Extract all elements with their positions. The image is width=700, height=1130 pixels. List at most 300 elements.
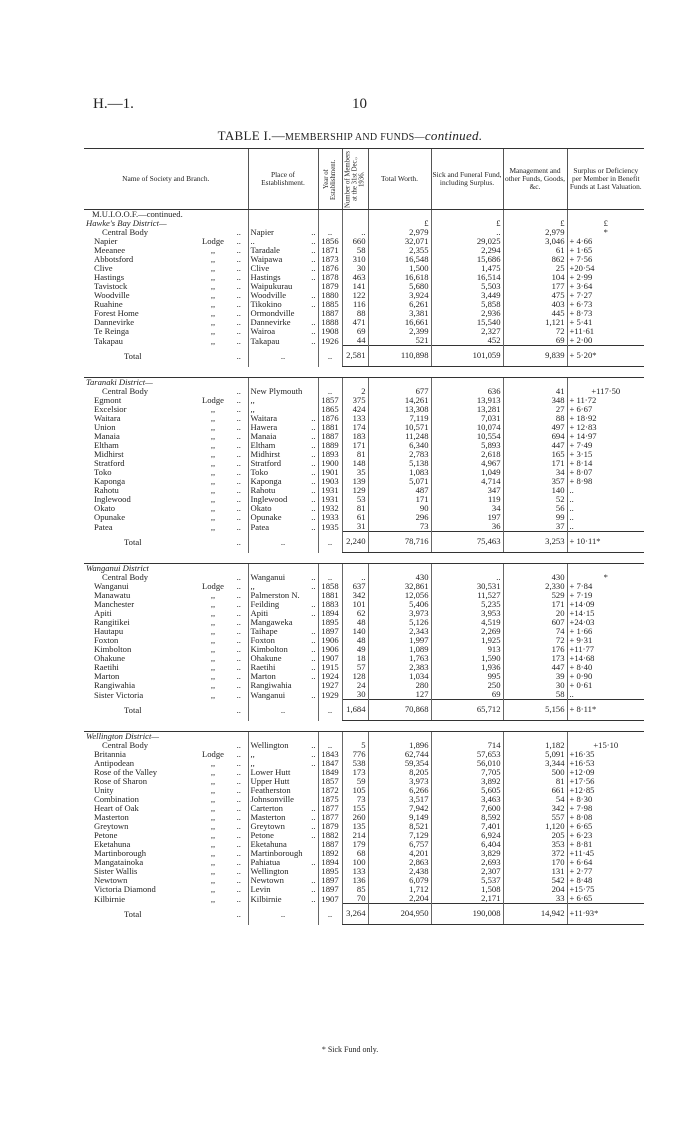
filler-dots: .. (236, 405, 241, 414)
table-row (84, 894, 644, 904)
filler-dots: .. (236, 777, 241, 786)
place-cell (248, 504, 318, 513)
year-cell: 1927 (318, 681, 342, 690)
place-name: Clive (250, 264, 270, 273)
sick-fund-cell: 4,967 (431, 459, 503, 468)
branch-name: Stratford (94, 459, 125, 468)
year-cell: 1885 (318, 300, 342, 309)
sick-fund-cell: 1,508 (431, 885, 503, 894)
filler-dots: .. (311, 432, 316, 441)
sick-fund-cell: 3,449 (431, 291, 503, 300)
total-worth: 70,868 (368, 700, 431, 721)
branch-type: ,, (210, 645, 216, 654)
year-cell: 1877 (318, 813, 342, 822)
place-cell (248, 741, 318, 750)
surplus-cell: .. (567, 690, 644, 700)
district-name: Taranaki District— (86, 377, 153, 387)
table-body (84, 210, 644, 925)
total-surplus: +11·93* (567, 904, 644, 925)
surplus-cell: + 2·77 (567, 867, 644, 876)
members-cell: 61 (342, 513, 368, 522)
place-cell (248, 591, 318, 600)
table-row (84, 246, 644, 255)
management-cell: 30 (503, 681, 567, 690)
place-name: Lower Hutt (250, 768, 291, 777)
total-worth-cell: 5,406 (368, 600, 431, 609)
place-name: Tikokino (250, 300, 282, 309)
total-worth-cell: 2,343 (368, 627, 431, 636)
place-name: Wanganui (250, 690, 286, 700)
place-cell (248, 405, 318, 414)
members-cell: 463 (342, 273, 368, 282)
members-cell: 135 (342, 822, 368, 831)
year-cell: .. (318, 741, 342, 750)
branch-name: Central Body (102, 573, 149, 582)
table-row (84, 600, 644, 609)
table-row (84, 831, 644, 840)
surplus-cell: + 0·90 (567, 672, 644, 681)
place-name: Midhirst (250, 450, 281, 459)
surplus-cell: + 8·73 (567, 309, 644, 318)
sick-fund-cell: 5,893 (431, 441, 503, 450)
place-cell (248, 831, 318, 840)
branch-type: ,, (210, 327, 216, 336)
year-cell: 1894 (318, 858, 342, 867)
place-cell (248, 804, 318, 813)
filler-dots: .. (236, 504, 241, 513)
table-row (84, 663, 644, 672)
table-row (84, 591, 644, 600)
filler-dots: .. (311, 486, 316, 495)
management-cell: 542 (503, 876, 567, 885)
filler-dots: .. (311, 522, 316, 532)
total-worth-cell: 11,248 (368, 432, 431, 441)
surplus-cell: + 1·66 (567, 627, 644, 636)
members-cell: 375 (342, 396, 368, 405)
district-name: Wanganui District (86, 563, 149, 573)
surplus-cell: + 6·64 (567, 858, 644, 867)
filler-dots: .. (236, 450, 241, 459)
total-worth-cell: 32,861 (368, 582, 431, 591)
management-cell: 2,330 (503, 582, 567, 591)
total-worth-cell: 59,354 (368, 759, 431, 768)
district-total-row (84, 532, 644, 553)
sick-fund-cell: 7,600 (431, 804, 503, 813)
branch-type: ,, (210, 318, 216, 327)
filler-dots: .. (311, 672, 316, 681)
branch-type: Lodge (202, 750, 224, 759)
year-cell: 1906 (318, 645, 342, 654)
place-name: Foxton (250, 636, 275, 645)
place-cell (248, 636, 318, 645)
year-cell: 1895 (318, 867, 342, 876)
filler-dots: .. (311, 609, 316, 618)
table-row (84, 450, 644, 459)
filler-dots: .. (236, 822, 241, 831)
members-cell: 48 (342, 618, 368, 627)
branch-type: ,, (210, 405, 216, 414)
branch-type: ,, (210, 636, 216, 645)
place-name: Napier (250, 228, 274, 237)
total-management: 3,253 (503, 532, 567, 553)
year-cell: 1903 (318, 477, 342, 486)
sick-fund-cell: 10,554 (431, 432, 503, 441)
currency-unit (368, 564, 431, 574)
management-cell: 475 (503, 291, 567, 300)
branch-type: ,, (210, 690, 216, 700)
place-cell (248, 486, 318, 495)
management-cell: 170 (503, 858, 567, 867)
year-cell: 1888 (318, 318, 342, 327)
sick-fund-cell: 3,829 (431, 849, 503, 858)
table-row (84, 618, 644, 627)
filler-dots: .. (236, 291, 241, 300)
sick-fund-cell: 714 (431, 741, 503, 750)
branch-type: ,, (210, 432, 216, 441)
table-row (84, 504, 644, 513)
col-header-total-worth: Total Worth. (368, 149, 431, 210)
filler-dots: .. (311, 573, 316, 582)
total-worth-cell: 9,149 (368, 813, 431, 822)
members-cell: 129 (342, 486, 368, 495)
total-worth-cell: 32,071 (368, 237, 431, 246)
filler-dots: .. (311, 336, 316, 346)
filler-dots: .. (311, 822, 316, 831)
table-row (84, 396, 644, 405)
filler-dots: .. (236, 591, 241, 600)
year-cell: 1856 (318, 237, 342, 246)
filler-dots: .. (318, 532, 342, 553)
place-name: Apiti (250, 609, 269, 618)
filler-dots: .. (311, 627, 316, 636)
place-name: Okato (250, 504, 272, 513)
filler-dots: .. (236, 495, 241, 504)
filler-dots: .. (236, 885, 241, 894)
filler-dots: .. (311, 654, 316, 663)
central-body-row (84, 741, 644, 750)
branch-type: ,, (210, 495, 216, 504)
district-heading-row (84, 732, 644, 742)
branch-name: Combination (94, 795, 139, 804)
surplus-cell: + 7·98 (567, 804, 644, 813)
branch-name: Patea (94, 522, 113, 532)
col-header-members: Number of Members at the 31st Dec., 1936. (342, 149, 368, 210)
members-cell: 179 (342, 840, 368, 849)
filler-dots: .. (236, 804, 241, 813)
district-heading-row (84, 219, 644, 228)
table-row (84, 885, 644, 894)
branch-type: ,, (210, 654, 216, 663)
currency-unit (368, 378, 431, 388)
place-name: Marton (250, 672, 276, 681)
surplus-cell: * (567, 228, 644, 237)
year-cell: 1876 (318, 414, 342, 423)
management-cell: 500 (503, 768, 567, 777)
management-cell: 165 (503, 450, 567, 459)
filler-dots: .. (311, 468, 316, 477)
members-cell: 53 (342, 495, 368, 504)
surplus-cell: + 8·98 (567, 477, 644, 486)
place-name: Featherston (250, 786, 291, 795)
table-cell (248, 210, 318, 220)
filler-dots: .. (311, 495, 316, 504)
table-row (84, 336, 644, 346)
table-row (84, 282, 644, 291)
place-name: Stratford (250, 459, 282, 468)
table-cell (318, 378, 342, 388)
branch-type: ,, (210, 477, 216, 486)
place-name: ,, (250, 759, 255, 768)
surplus-cell: + 7·19 (567, 591, 644, 600)
surplus-cell: +24·03 (567, 618, 644, 627)
currency-unit: £ (503, 219, 567, 228)
sick-fund-cell: 2,307 (431, 867, 503, 876)
table-row (84, 690, 644, 700)
table-cell (368, 210, 431, 220)
table-row (84, 441, 644, 450)
members-cell: .. (342, 573, 368, 582)
sick-fund-cell: 29,025 (431, 237, 503, 246)
total-worth-cell: 1,997 (368, 636, 431, 645)
sick-fund-cell: 7,705 (431, 768, 503, 777)
place-name: Opunake (250, 513, 282, 522)
place-name: New Plymouth (250, 387, 303, 396)
total-worth-cell: 4,201 (368, 849, 431, 858)
filler-dots: .. (236, 786, 241, 795)
footnote: * Sick Fund only. (321, 1045, 379, 1054)
table-row (84, 318, 644, 327)
filler-dots: .. (311, 504, 316, 513)
members-cell: 101 (342, 600, 368, 609)
place-cell (248, 432, 318, 441)
branch-type: ,, (210, 876, 216, 885)
management-cell: 694 (503, 432, 567, 441)
members-cell: 100 (342, 858, 368, 867)
members-cell: 68 (342, 849, 368, 858)
total-worth-cell: 487 (368, 486, 431, 495)
surplus-cell: + 6·65 (567, 894, 644, 904)
filler-dots: .. (236, 654, 241, 663)
branch-name: Mangatainoka (94, 858, 144, 867)
members-cell: 105 (342, 786, 368, 795)
table-cell (248, 564, 318, 574)
management-cell: 34 (503, 468, 567, 477)
surplus-cell: + 5·41 (567, 318, 644, 327)
surplus-cell: +12·09 (567, 768, 644, 777)
filler-dots: .. (236, 228, 241, 237)
filler-dots: .. (236, 704, 241, 715)
year-cell: 1849 (318, 768, 342, 777)
members-cell: 214 (342, 831, 368, 840)
year-cell: 1882 (318, 831, 342, 840)
management-cell: 1,120 (503, 822, 567, 831)
members-cell: 342 (342, 591, 368, 600)
filler-dots: .. (236, 831, 241, 840)
filler-dots: .. (311, 459, 316, 468)
total-worth-cell: 5,071 (368, 477, 431, 486)
total-worth-cell: 14,261 (368, 396, 431, 405)
document-code: H.—1. (93, 96, 134, 112)
filler-dots: .. (311, 327, 316, 336)
place-cell (248, 885, 318, 894)
total-worth-cell: 1,034 (368, 672, 431, 681)
place-cell (248, 459, 318, 468)
year-cell: 1879 (318, 282, 342, 291)
branch-type: ,, (210, 591, 216, 600)
year-cell: 1907 (318, 654, 342, 663)
year-cell: 1880 (318, 291, 342, 300)
filler-dots: .. (311, 894, 316, 904)
management-cell: 862 (503, 255, 567, 264)
table-row (84, 264, 644, 273)
filler-dots: .. (236, 396, 241, 405)
total-worth-cell: 1,763 (368, 654, 431, 663)
place-name: Waipukurau (250, 282, 293, 291)
filler-dots: .. (318, 700, 342, 721)
table-row (84, 513, 644, 522)
table-row (84, 822, 644, 831)
filler-dots: .. (236, 813, 241, 822)
management-cell: 2,979 (503, 228, 567, 237)
table-row (84, 405, 644, 414)
place-cell (248, 300, 318, 309)
filler-dots: .. (311, 246, 316, 255)
management-cell: 140 (503, 486, 567, 495)
total-worth-cell: 280 (368, 681, 431, 690)
management-cell: 37 (503, 522, 567, 532)
place-cell (248, 264, 318, 273)
total-sick-fund: 190,008 (431, 904, 503, 925)
table-cell (318, 564, 342, 574)
members-cell: .. (342, 228, 368, 237)
members-cell: 85 (342, 885, 368, 894)
members-cell: 81 (342, 450, 368, 459)
sick-fund-cell: 4,519 (431, 618, 503, 627)
sick-fund-cell: 7,401 (431, 822, 503, 831)
district-total-row (84, 346, 644, 367)
members-cell: 637 (342, 582, 368, 591)
members-cell: 31 (342, 522, 368, 532)
branch-name: Apiti (94, 609, 112, 618)
filler-dots: .. (236, 459, 241, 468)
sick-fund-cell: 913 (431, 645, 503, 654)
central-body-row (84, 573, 644, 582)
branch-type: ,, (210, 468, 216, 477)
total-sick-fund: 65,712 (431, 700, 503, 721)
filler-dots: .. (236, 264, 241, 273)
management-cell: 25 (503, 264, 567, 273)
branch-name: Manawatu (94, 591, 131, 600)
surplus-cell: +11·77 (567, 645, 644, 654)
place-name: Upper Hutt (250, 777, 290, 786)
filler-dots: .. (236, 309, 241, 318)
year-cell: 1895 (318, 618, 342, 627)
place-name: Taradale (250, 246, 280, 255)
sick-fund-cell: 69 (431, 690, 503, 700)
branch-name: Ruahine (94, 300, 123, 309)
currency-unit: £ (368, 219, 431, 228)
sick-fund-cell: 2,618 (431, 450, 503, 459)
branch-name: Wanganui (94, 582, 129, 591)
year-cell: 1931 (318, 486, 342, 495)
year-cell: .. (318, 387, 342, 396)
surplus-cell: +117·50 (567, 387, 644, 396)
surplus-cell: + 14·97 (567, 432, 644, 441)
branch-name: Dannevirke (94, 318, 135, 327)
total-worth-cell: 6,266 (368, 786, 431, 795)
col-header-place: Place of Establishment. (248, 149, 318, 210)
sick-fund-cell: 3,953 (431, 609, 503, 618)
filler-dots: .. (311, 831, 316, 840)
management-cell: 81 (503, 777, 567, 786)
place-name: Levin (250, 885, 271, 894)
place-name: Feilding (250, 600, 280, 609)
branch-type: Lodge (202, 582, 224, 591)
surplus-cell: +11·61 (567, 327, 644, 336)
sick-fund-cell: 13,281 (431, 405, 503, 414)
branch-name: Union (94, 423, 116, 432)
members-cell: 2 (342, 387, 368, 396)
surplus-cell: +16·35 (567, 750, 644, 759)
branch-type: Lodge (202, 237, 224, 246)
branch-type: ,, (210, 849, 216, 858)
sick-fund-cell: 1,936 (431, 663, 503, 672)
branch-type: ,, (210, 336, 216, 346)
branch-type: ,, (210, 663, 216, 672)
table-row (84, 840, 644, 849)
filler-dots: .. (236, 663, 241, 672)
branch-type: ,, (210, 858, 216, 867)
society-heading: M.U.I.O.O.F.—continued. (92, 209, 183, 219)
management-cell: 20 (503, 609, 567, 618)
place-name: Inglewood (250, 495, 288, 504)
total-worth-cell: 16,618 (368, 273, 431, 282)
place-cell (248, 681, 318, 690)
table-cell (342, 732, 368, 742)
surplus-cell: +14·15 (567, 609, 644, 618)
surplus-cell: + 7·56 (567, 255, 644, 264)
members-cell: 73 (342, 795, 368, 804)
members-cell: 69 (342, 327, 368, 336)
place-name: Masterton (250, 813, 286, 822)
place-name: Kaponga (250, 477, 282, 486)
management-cell: 72 (503, 636, 567, 645)
management-cell: 357 (503, 477, 567, 486)
currency-unit (567, 378, 644, 388)
place-name: Manaia (250, 432, 277, 441)
sick-fund-cell: 10,074 (431, 423, 503, 432)
year-cell: 1879 (318, 822, 342, 831)
filler-dots: .. (311, 318, 316, 327)
table-row (84, 582, 644, 591)
branch-name: Waitara (94, 414, 121, 423)
place-cell (248, 645, 318, 654)
place-cell (248, 291, 318, 300)
total-worth-cell: 7,119 (368, 414, 431, 423)
place-name: ,, (250, 405, 255, 414)
currency-unit (431, 378, 503, 388)
year-cell: 1915 (318, 663, 342, 672)
members-cell: 139 (342, 477, 368, 486)
branch-type: ,, (210, 504, 216, 513)
total-worth-cell: 521 (368, 336, 431, 346)
surplus-cell: + 8·40 (567, 663, 644, 672)
members-cell: 260 (342, 813, 368, 822)
table-row (84, 522, 644, 532)
sick-fund-cell: 2,327 (431, 327, 503, 336)
branch-name: Tavistock (94, 282, 128, 291)
branch-type: ,, (210, 441, 216, 450)
